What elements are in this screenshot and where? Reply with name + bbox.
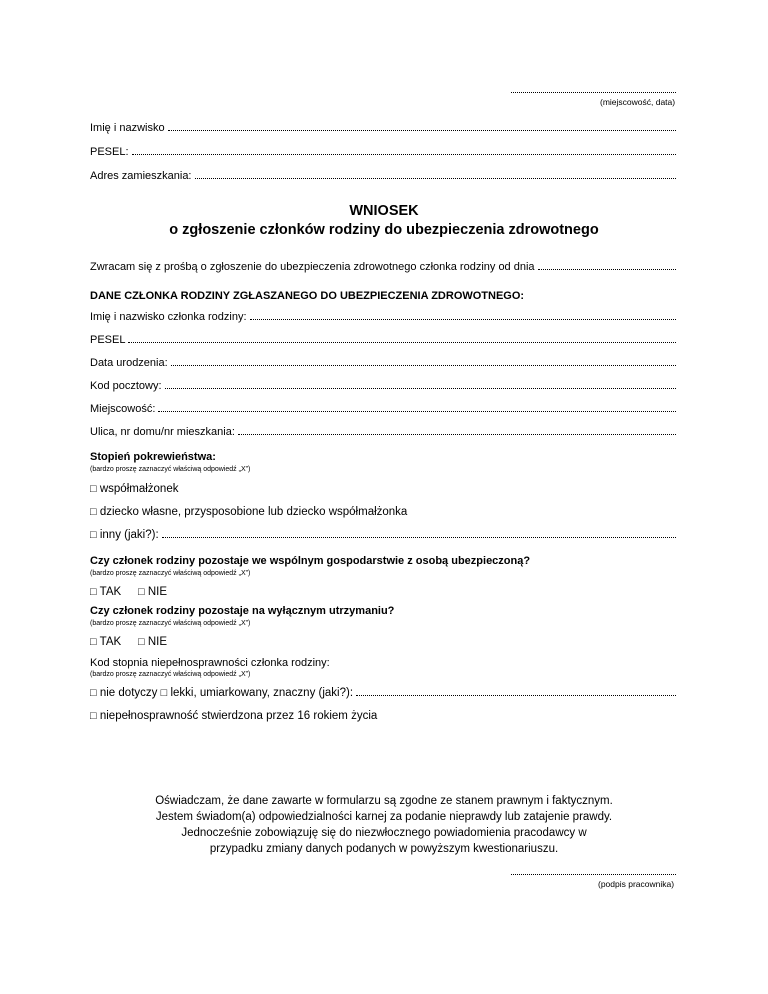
- applicant-address-label: Adres zamieszkania:: [90, 170, 192, 182]
- household-yes[interactable]: [90, 586, 121, 598]
- checkbox-icon[interactable]: □: [90, 687, 97, 699]
- member-birth-row: [90, 357, 676, 369]
- checkbox-icon[interactable]: □: [138, 636, 145, 648]
- declaration-line-4: przypadku zmiany danych podanych w powyższym kwestionariuszu.: [209, 843, 559, 855]
- household-yes-label: TAK: [99, 586, 122, 598]
- applicant-name-label: Imię i nazwisko: [90, 122, 165, 134]
- document-title: WNIOSEK: [349, 203, 419, 219]
- household-no-label: NIE: [147, 586, 168, 598]
- disability-na-label: nie dotyczy: [99, 687, 158, 699]
- kinship-option-spouse[interactable]: [90, 483, 178, 495]
- request-text: Zwracam się z prośbą o zgłoszenie do ubezpieczenia zdrowotnego członka rodziny od dnia: [90, 261, 535, 273]
- member-street-row: [90, 426, 676, 438]
- dependency-no-label: NIE: [147, 636, 168, 648]
- member-city-row: [90, 403, 676, 415]
- dependency-yes[interactable]: [90, 636, 121, 648]
- request-date-field[interactable]: [538, 261, 676, 270]
- place-date-caption: (miejscowość, data): [600, 97, 676, 107]
- kinship-title: Stopień pokrewieństwa:: [90, 451, 216, 463]
- checkbox-icon[interactable]: □: [90, 710, 97, 722]
- applicant-address-field[interactable]: [195, 170, 677, 179]
- kinship-option-label: dziecko własne, przysposobione lub dziecko współmałżonka: [99, 506, 408, 518]
- member-birth-field[interactable]: [171, 357, 676, 366]
- document-subtitle: o zgłoszenie członków rodziny do ubezpieczenia zdrowotnego: [169, 222, 599, 238]
- member-birth-label: Data urodzenia:: [90, 357, 168, 369]
- disability-options: [90, 687, 353, 699]
- household-no[interactable]: [138, 586, 167, 598]
- member-pesel-field[interactable]: [128, 334, 676, 343]
- disability-before-16-label: niepełnosprawność stwierdzona przez 16 rokiem życia: [99, 710, 378, 722]
- disability-options-row: [90, 687, 676, 699]
- dependency-question: Czy członek rodziny pozostaje na wyłącznym utrzymaniu?: [90, 605, 395, 617]
- disability-question: Kod stopnia niepełnosprawności członka rodziny:: [90, 657, 330, 669]
- kinship-other-field[interactable]: [162, 529, 676, 538]
- checkbox-icon[interactable]: □: [90, 483, 97, 495]
- member-street-label: Ulica, nr domu/nr mieszkania:: [90, 426, 235, 438]
- household-question: Czy członek rodziny pozostaje we wspólnym gospodarstwie z osobą ubezpieczoną?: [90, 555, 531, 567]
- kinship-other-label: □ inny (jaki?):: [90, 529, 159, 541]
- applicant-name-row: [90, 122, 676, 134]
- checkbox-icon[interactable]: □: [90, 636, 97, 648]
- member-name-field[interactable]: [250, 311, 676, 320]
- place-date-field[interactable]: [511, 86, 676, 93]
- signature-field[interactable]: [511, 868, 676, 875]
- member-postal-row: [90, 380, 676, 392]
- member-pesel-row: [90, 334, 676, 346]
- applicant-pesel-label: PESEL:: [90, 146, 129, 158]
- applicant-pesel-row: [90, 146, 676, 158]
- disability-note: (bardzo proszę zaznaczyć właściwą odpowiedź „X”): [90, 671, 251, 678]
- family-section-title: DANE CZŁONKA RODZINY ZGŁASZANEGO DO UBEZPIECZENIA ZDROWOTNEGO:: [90, 290, 525, 302]
- household-note: (bardzo proszę zaznaczyć właściwą odpowiedź „X”): [90, 570, 251, 577]
- applicant-address-row: [90, 170, 676, 182]
- declaration-line-3: Jednocześnie zobowiązuję się do niezwłocznego powiadomienia pracodawcy w: [181, 827, 587, 839]
- kinship-option-label: współmałżonek: [99, 483, 179, 495]
- dependency-yes-label: TAK: [99, 636, 122, 648]
- checkbox-icon[interactable]: □: [138, 586, 145, 598]
- request-row: [90, 261, 676, 273]
- member-city-label: Miejscowość:: [90, 403, 156, 415]
- declaration-line-1: Oświadczam, że dane zawarte w formularzu są zgodne ze stanem prawnym i faktycznym.: [155, 795, 613, 807]
- member-postal-field[interactable]: [165, 380, 676, 389]
- member-city-field[interactable]: [158, 403, 676, 412]
- dependency-note: (bardzo proszę zaznaczyć właściwą odpowiedź „X”): [90, 620, 251, 627]
- member-street-field[interactable]: [238, 426, 676, 435]
- signature-caption: (podpis pracownika): [598, 879, 675, 889]
- applicant-pesel-field[interactable]: [132, 146, 676, 155]
- declaration-line-2: Jestem świadom(a) odpowiedzialności karnej za podanie nieprawdy lub zatajenie prawdy.: [155, 811, 613, 823]
- kinship-option-child[interactable]: [90, 506, 407, 518]
- member-pesel-label: PESEL: [90, 334, 126, 346]
- disability-degree-field[interactable]: [356, 687, 676, 696]
- member-name-label: Imię i nazwisko członka rodziny:: [90, 311, 247, 323]
- kinship-option-other: [90, 529, 676, 541]
- kinship-note: (bardzo proszę zaznaczyć właściwą odpowiedź „X”): [90, 466, 251, 473]
- disability-before-16[interactable]: [90, 710, 377, 722]
- applicant-name-field[interactable]: [168, 122, 676, 131]
- checkbox-icon[interactable]: □: [90, 506, 97, 518]
- checkbox-icon[interactable]: □: [90, 586, 97, 598]
- dependency-no[interactable]: [138, 636, 167, 648]
- member-name-row: [90, 311, 676, 323]
- checkbox-icon[interactable]: □: [90, 529, 97, 541]
- member-postal-label: Kod pocztowy:: [90, 380, 162, 392]
- checkbox-icon[interactable]: □: [160, 687, 168, 699]
- disability-degree-label: lekki, umiarkowany, znaczny (jaki?):: [170, 687, 354, 699]
